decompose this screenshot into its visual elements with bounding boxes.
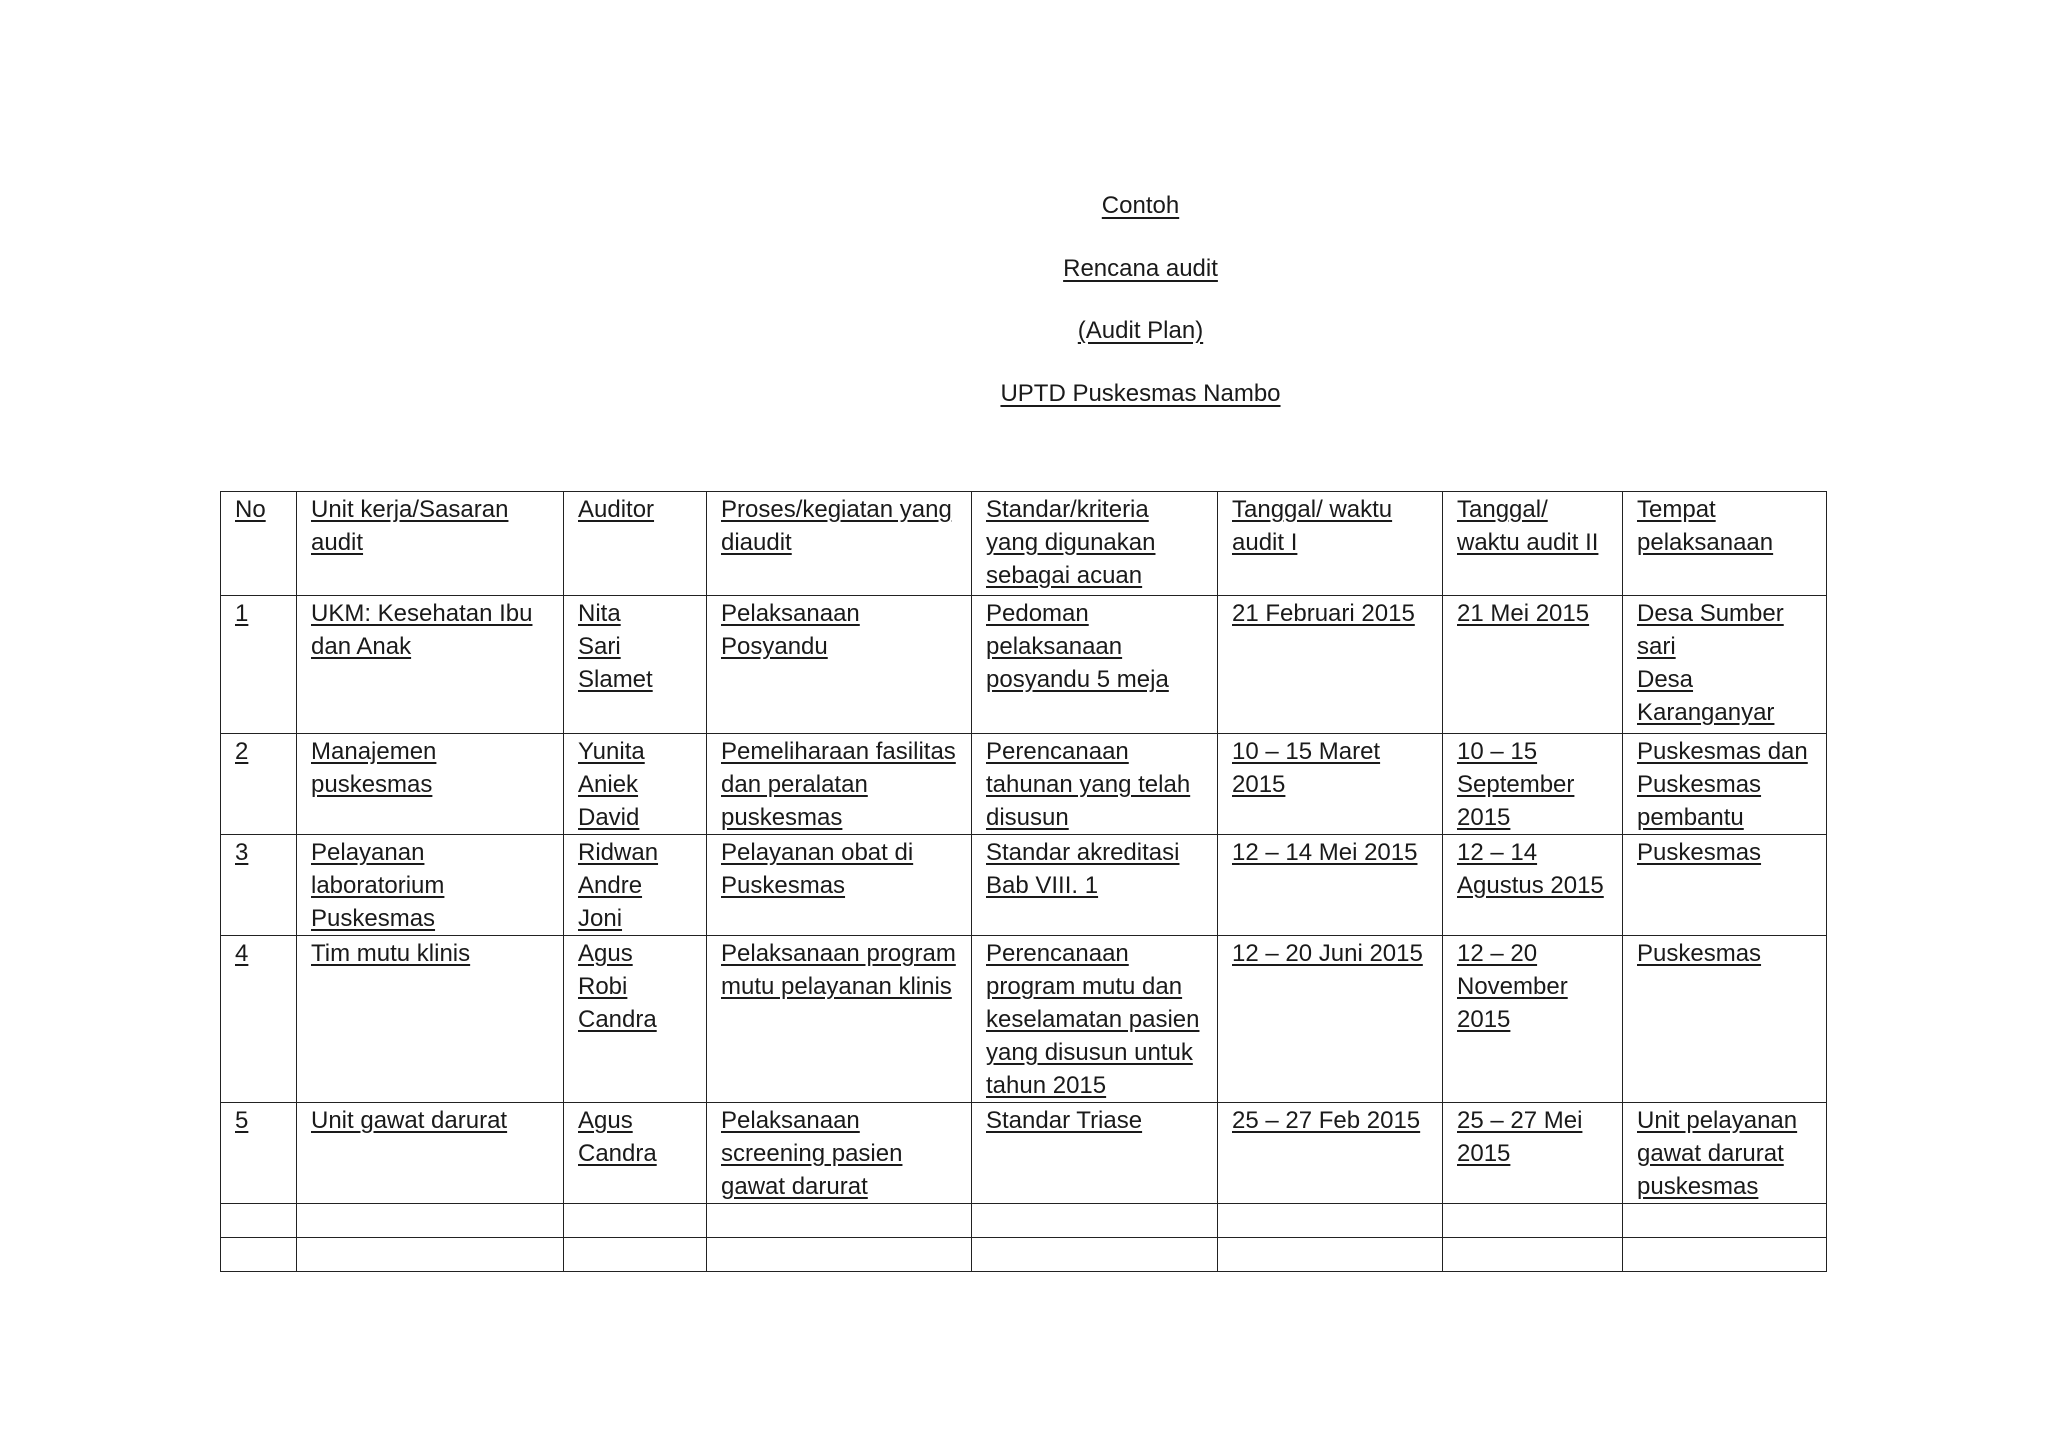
table-row: [221, 835, 1827, 936]
audit-plan-table: [220, 491, 1827, 1272]
empty-cell: [1443, 1204, 1623, 1238]
title-audit-plan: (Audit Plan): [1077, 317, 1204, 344]
cell-auditor: Ridwan Andre Joni: [564, 835, 707, 936]
cell-no: 2: [221, 734, 297, 835]
cell-standard: Standar akreditasi Bab VIII. 1: [972, 835, 1218, 936]
header-place: Tempat pelaksanaan: [1623, 492, 1827, 596]
cell-unit: Pelayanan laboratorium Puskesmas: [297, 835, 564, 936]
empty-cell: [1218, 1238, 1443, 1272]
cell-date2: 25 – 27 Mei 2015: [1443, 1103, 1623, 1204]
cell-standard: Standar Triase: [972, 1103, 1218, 1204]
header-auditor: Auditor: [564, 492, 707, 596]
cell-standard: Perencanaan program mutu dan keselamatan pasien yang disusun untuk tahun 2015: [972, 936, 1218, 1103]
cell-unit: UKM: Kesehatan Ibu dan Anak: [297, 596, 564, 734]
cell-standard: Pedoman pelaksanaan posyandu 5 meja: [972, 596, 1218, 734]
header-standard: Standar/kriteria yang digunakan sebagai acuan: [972, 492, 1218, 596]
empty-cell: [1443, 1238, 1623, 1272]
cell-date2: 21 Mei 2015: [1443, 596, 1623, 734]
cell-process: Pelayanan obat di Puskesmas: [707, 835, 972, 936]
cell-unit: Manajemen puskesmas: [297, 734, 564, 835]
cell-unit: Unit gawat darurat: [297, 1103, 564, 1204]
cell-no: 1: [221, 596, 297, 734]
cell-process: Pelaksanaan program mutu pelayanan klinis: [707, 936, 972, 1103]
empty-cell: [972, 1238, 1218, 1272]
cell-date2: 12 – 14 Agustus 2015: [1443, 835, 1623, 936]
empty-cell: [221, 1238, 297, 1272]
cell-auditor: Agus Candra: [564, 1103, 707, 1204]
empty-cell: [1218, 1204, 1443, 1238]
cell-no: 3: [221, 835, 297, 936]
cell-place: Unit pelayanan gawat darurat puskesmas: [1623, 1103, 1827, 1204]
cell-auditor: Agus Robi Candra: [564, 936, 707, 1103]
empty-cell: [972, 1204, 1218, 1238]
cell-date2: 10 – 15 September 2015: [1443, 734, 1623, 835]
cell-unit: Tim mutu klinis: [297, 936, 564, 1103]
empty-table-row: [221, 1238, 1827, 1272]
cell-date1: 25 – 27 Feb 2015: [1218, 1103, 1443, 1204]
cell-date1: 10 – 15 Maret 2015: [1218, 734, 1443, 835]
cell-date1: 12 – 14 Mei 2015: [1218, 835, 1443, 936]
header-process: Proses/kegiatan yang diaudit: [707, 492, 972, 596]
header-unit: Unit kerja/Sasaran audit: [297, 492, 564, 596]
cell-no: 4: [221, 936, 297, 1103]
empty-cell: [1623, 1238, 1827, 1272]
table-header-row: [221, 492, 1827, 596]
table-row: [221, 596, 1827, 734]
cell-standard: Perencanaan tahunan yang telah disusun: [972, 734, 1218, 835]
empty-table-row: [221, 1204, 1827, 1238]
cell-process: Pelaksanaan Posyandu: [707, 596, 972, 734]
table-row: [221, 734, 1827, 835]
cell-date2: 12 – 20 November 2015: [1443, 936, 1623, 1103]
cell-place: Puskesmas: [1623, 936, 1827, 1103]
cell-place: Puskesmas dan Puskesmas pembantu: [1623, 734, 1827, 835]
empty-cell: [707, 1238, 972, 1272]
cell-place: Desa Sumber sari Desa Karanganyar: [1623, 596, 1827, 734]
cell-process: Pelaksanaan screening pasien gawat darurat: [707, 1103, 972, 1204]
empty-cell: [564, 1204, 707, 1238]
empty-cell: [1623, 1204, 1827, 1238]
empty-cell: [221, 1204, 297, 1238]
empty-cell: [564, 1238, 707, 1272]
table-row: [221, 1103, 1827, 1204]
header-date2: Tanggal/ waktu audit II: [1443, 492, 1623, 596]
document-title-block: [0, 175, 2048, 425]
cell-no: 5: [221, 1103, 297, 1204]
empty-cell: [707, 1204, 972, 1238]
cell-date1: 12 – 20 Juni 2015: [1218, 936, 1443, 1103]
header-date1: Tanggal/ waktu audit I: [1218, 492, 1443, 596]
title-rencana-audit: Rencana audit: [1063, 254, 1218, 282]
cell-auditor: Yunita Aniek David: [564, 734, 707, 835]
cell-date1: 21 Februari 2015: [1218, 596, 1443, 734]
table-row: [221, 936, 1827, 1103]
title-contoh: Contoh: [1101, 192, 1180, 219]
cell-auditor: Nita Sari Slamet: [564, 596, 707, 734]
cell-place: Puskesmas: [1623, 835, 1827, 936]
empty-cell: [297, 1238, 564, 1272]
cell-process: Pemeliharaan fasilitas dan peralatan puskesmas: [707, 734, 972, 835]
title-organization: UPTD Puskesmas Nambo: [1000, 379, 1281, 407]
empty-cell: [297, 1204, 564, 1238]
header-no: No: [221, 492, 297, 596]
